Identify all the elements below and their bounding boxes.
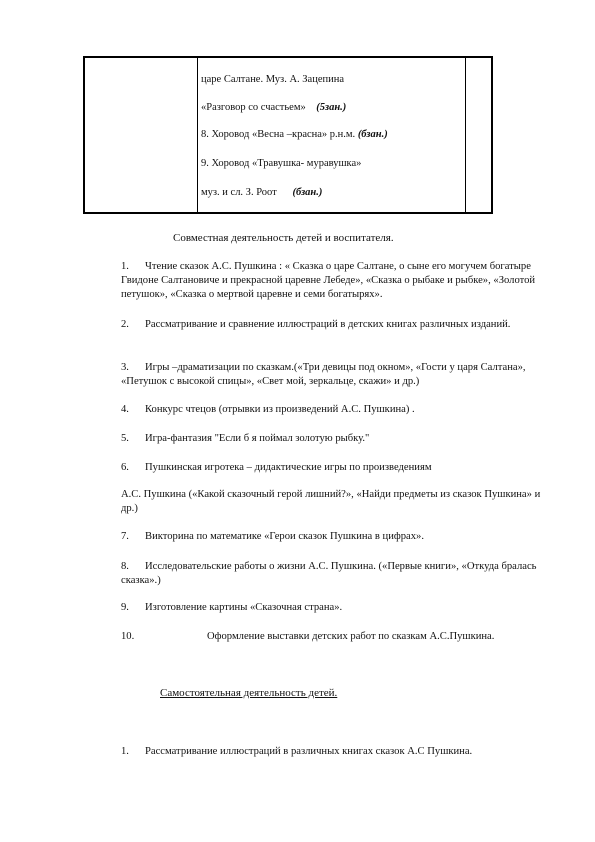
table-line: 9. Хоровод «Травушка- муравушка» [201, 158, 362, 169]
list-item: 10. Оформление выставки детских работ по сказкам А.С.Пушкина. [121, 631, 495, 642]
list-item: 1. Чтение сказок А.С. Пушкина : « Сказка о царе Салтане, о сыне его могучем богатыре Гвидоне Салтановиче и прекрасной царевне Лебеде», «Сказка о рыбаке и рыбке», «Золотой петушок», «Сказка о мертвой царевне и семи богатырях». [121, 261, 536, 300]
list-item: 1. Рассматривание иллюстраций в различных книгах сказок А.С Пушкина. [121, 746, 473, 757]
independent-activity-heading: Самостоятельная деятельность детей. [160, 687, 338, 699]
table-divider-right [465, 58, 466, 212]
list-item: 8. Исследовательские работы о жизни А.С. Пушкина. («Первые книги», «Откуда бралась сказка».) [121, 561, 537, 586]
table-line: «Разговор со счастьем» (5зан.) [201, 102, 347, 113]
list-item: 6. Пушкинская игротека – дидактические игры по произведениям [121, 462, 432, 473]
list-item: 3. Игры –драматизации по сказкам.(«Три девицы под окном», «Гости у царя Салтана», «Петушок с высокой спицы», «Свет мой, зеркальце, скажи» и др.) [121, 362, 526, 387]
schedule-table [83, 56, 493, 214]
list-item: 5. Игра-фантазия "Если б я поймал золотую рыбку." [121, 433, 370, 444]
list-item: 4. Конкурс чтецов (отрывки из произведений А.С. Пушкина) . [121, 404, 415, 415]
list-item-continuation: А.С. Пушкина («Какой сказочный герой лишний?», «Найди предметы из сказок Пушкина» и др.) [121, 489, 541, 514]
list-item: 7. Викторина по математике «Герои сказок Пушкина в цифрах». [121, 531, 424, 542]
joint-activity-heading: Совместная деятельность детей и воспитателя. [173, 232, 394, 244]
list-item: 2. Рассматривание и сравнение иллюстраций в детских книгах различных изданий. [121, 319, 511, 330]
table-line: царе Салтане. Муз. А. Зацепина [201, 74, 344, 85]
table-line: 8. Хоровод «Весна –красна» р.н.м. (бзан.) [201, 129, 388, 140]
table-divider-left [197, 58, 198, 212]
table-line: муз. и сл. З. Роот (бзан.) [201, 187, 323, 198]
list-item: 9. Изготовление картины «Сказочная страна». [121, 602, 343, 613]
